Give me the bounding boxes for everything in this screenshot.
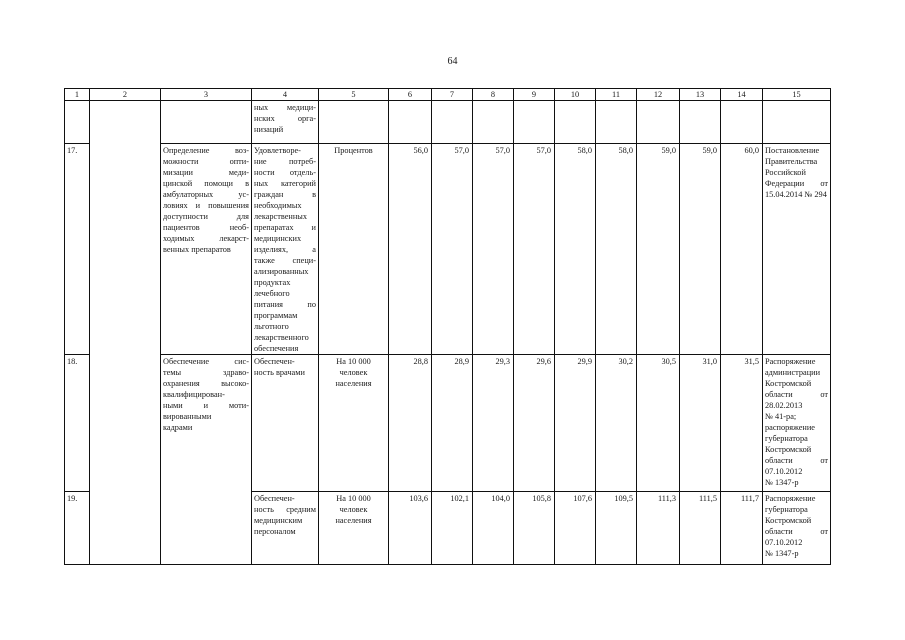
text-line: ных медици- xyxy=(254,103,316,112)
text-line: № 1347-р xyxy=(765,549,799,558)
header-cell: 8 xyxy=(473,89,514,101)
text-line: льготного xyxy=(254,322,289,331)
table-cell xyxy=(90,101,161,144)
value-cell: 30,5 xyxy=(637,355,680,492)
text-line: охранения высоко- xyxy=(163,379,249,388)
table-cell xyxy=(637,101,680,144)
text-line: Костромской xyxy=(765,379,812,388)
text-line: цинской помощи в xyxy=(163,179,249,188)
text-line: можности опти- xyxy=(163,157,249,166)
text-line: губернатора xyxy=(765,434,808,443)
value-cell: 59,0 xyxy=(680,144,721,355)
text-line: 07.10.2012 xyxy=(765,538,803,547)
text-line: населения xyxy=(335,516,372,525)
text-line: На 10 000 xyxy=(336,494,371,503)
value-cell: 29,6 xyxy=(514,355,555,492)
table-row xyxy=(65,355,831,492)
text-line: ными и моти- xyxy=(163,401,249,410)
table-cell xyxy=(389,101,432,144)
value-cell: 57,0 xyxy=(514,144,555,355)
text-line: Процентов xyxy=(334,146,373,155)
goal-cell xyxy=(161,144,252,355)
text-line: пациентов необ- xyxy=(163,223,249,232)
row-number: 17. xyxy=(65,144,90,355)
value-cell: 31,5 xyxy=(721,355,763,492)
text-line: препаратах и xyxy=(254,223,316,232)
text-line: области от xyxy=(765,390,828,399)
value-cell: 111,3 xyxy=(637,492,680,565)
unit-cell xyxy=(319,144,389,355)
table-cell xyxy=(90,355,161,492)
text-line: области от xyxy=(765,456,828,465)
text-line: ности отдель- xyxy=(254,168,316,177)
value-cell: 103,6 xyxy=(389,492,432,565)
text-line: медицинским xyxy=(254,516,303,525)
header-cell: 13 xyxy=(680,89,721,101)
text-line: области от xyxy=(765,527,828,536)
value-cell: 29,9 xyxy=(555,355,596,492)
table-cell xyxy=(763,101,831,144)
text-line: нских орга- xyxy=(254,114,316,123)
header-cell: 4 xyxy=(252,89,319,101)
text-line: венных препаратов xyxy=(163,245,231,254)
header-cell: 3 xyxy=(161,89,252,101)
table-cell xyxy=(65,101,90,144)
table-cell xyxy=(161,101,252,144)
header-cell: 10 xyxy=(555,89,596,101)
value-cell: 58,0 xyxy=(555,144,596,355)
indicator-cell xyxy=(252,355,319,492)
text-line: ность средним xyxy=(254,505,316,514)
unit-cell xyxy=(319,492,389,565)
source-cell xyxy=(763,492,831,565)
value-cell: 28,9 xyxy=(432,355,473,492)
text-line: населения xyxy=(335,379,372,388)
unit-cell xyxy=(319,355,389,492)
text-line: медицинских xyxy=(254,234,302,243)
text-line: Удовлетворе- xyxy=(254,146,301,155)
goal-cell xyxy=(161,492,252,565)
text-line: обеспечения xyxy=(254,344,299,353)
source-cell xyxy=(763,355,831,492)
table-cell xyxy=(680,101,721,144)
value-cell: 57,0 xyxy=(473,144,514,355)
value-cell: 57,0 xyxy=(432,144,473,355)
value-cell: 29,3 xyxy=(473,355,514,492)
text-line: Федерации от xyxy=(765,179,828,188)
text-line: администрации xyxy=(765,368,821,377)
value-cell: 109,5 xyxy=(596,492,637,565)
text-line: Правительства xyxy=(765,157,818,166)
indicator-cell xyxy=(252,144,319,355)
text-line: квалифицирован- xyxy=(163,390,225,399)
text-line: также специ- xyxy=(254,256,316,265)
header-cell: 11 xyxy=(596,89,637,101)
value-cell: 104,0 xyxy=(473,492,514,565)
table-cell xyxy=(90,492,161,565)
text-line: человек xyxy=(339,505,368,514)
header-cell: 15 xyxy=(763,89,831,101)
header-row xyxy=(65,89,831,101)
text-line: темы здраво- xyxy=(163,368,249,377)
table-cell xyxy=(721,101,763,144)
header-cell: 1 xyxy=(65,89,90,101)
text-line: вированными xyxy=(163,412,212,421)
text-line: Распоряжение xyxy=(765,494,816,503)
table-cell xyxy=(319,101,389,144)
value-cell: 28,8 xyxy=(389,355,432,492)
text-line: Обеспечение сис- xyxy=(163,357,249,366)
text-line: № 41-ра; xyxy=(765,412,797,421)
table-cell xyxy=(596,101,637,144)
value-cell: 31,0 xyxy=(680,355,721,492)
text-line: Определение воз- xyxy=(163,146,249,155)
header-cell: 12 xyxy=(637,89,680,101)
text-line: Российской xyxy=(765,168,806,177)
text-line: На 10 000 xyxy=(336,357,371,366)
text-line: 07.10.2012 xyxy=(765,467,803,476)
table-row xyxy=(65,492,831,565)
header-cell: 7 xyxy=(432,89,473,101)
row-number: 19. xyxy=(65,492,90,565)
text-line: низаций xyxy=(254,125,284,134)
table-cell xyxy=(514,101,555,144)
text-line: ализированных xyxy=(254,267,309,276)
text-line: губернатора xyxy=(765,505,808,514)
table-cell xyxy=(90,144,161,355)
page-number: 64 xyxy=(447,56,458,67)
indicator-cell xyxy=(252,492,319,565)
goal-cell xyxy=(161,355,252,492)
text-line: персоналом xyxy=(254,527,296,536)
text-line: ных категорий xyxy=(254,179,316,188)
text-line: лечебного xyxy=(254,289,290,298)
text-line: Костромской xyxy=(765,516,812,525)
text-line: необходимых xyxy=(254,201,302,210)
text-line: ность врачами xyxy=(254,368,305,377)
text-line: ловиях и повышения xyxy=(163,201,249,210)
text-line: № 1347-р xyxy=(765,478,799,487)
table-cell xyxy=(432,101,473,144)
value-cell: 111,5 xyxy=(680,492,721,565)
text-line: ходимых лекарст- xyxy=(163,234,249,243)
value-cell: 105,8 xyxy=(514,492,555,565)
text-line: 28.02.2013 xyxy=(765,401,803,410)
text-line: лекарственных xyxy=(254,212,308,221)
text-line: лекарственного xyxy=(254,333,309,342)
value-cell: 102,1 xyxy=(432,492,473,565)
text-line: мизации меди- xyxy=(163,168,249,177)
text-line: Костромской xyxy=(765,445,812,454)
text-line: Постановление xyxy=(765,146,820,155)
value-cell: 60,0 xyxy=(721,144,763,355)
header-cell: 14 xyxy=(721,89,763,101)
header-cell: 2 xyxy=(90,89,161,101)
header-cell: 9 xyxy=(514,89,555,101)
header-cell: 6 xyxy=(389,89,432,101)
text-line: граждан в xyxy=(254,190,316,199)
table-cell xyxy=(473,101,514,144)
text-line: питания по xyxy=(254,300,316,309)
table-row xyxy=(65,144,831,355)
text-line: Обеспечен- xyxy=(254,494,295,503)
source-cell xyxy=(763,144,831,355)
value-cell: 59,0 xyxy=(637,144,680,355)
value-cell: 107,6 xyxy=(555,492,596,565)
text-line: кадрами xyxy=(163,423,193,432)
text-line: 15.04.2014 № 294 xyxy=(765,190,827,199)
header-cell: 5 xyxy=(319,89,389,101)
text-line: амбулаторных ус- xyxy=(163,190,249,199)
value-cell: 56,0 xyxy=(389,144,432,355)
continuation-row xyxy=(65,101,831,144)
value-cell: 111,7 xyxy=(721,492,763,565)
text-line: изделиях, а xyxy=(254,245,316,254)
indicators-table xyxy=(64,88,831,565)
text-line: распоряжение xyxy=(765,423,815,432)
text-line: программам xyxy=(254,311,298,320)
text-line: продуктах xyxy=(254,278,291,287)
text-line: человек xyxy=(339,368,368,377)
value-cell: 58,0 xyxy=(596,144,637,355)
continuation-indicator-cell xyxy=(252,101,319,144)
row-number: 18. xyxy=(65,355,90,492)
value-cell: 30,2 xyxy=(596,355,637,492)
text-line: ние потреб- xyxy=(254,157,316,166)
table-cell xyxy=(555,101,596,144)
text-line: Распоряжение xyxy=(765,357,816,366)
text-line: Обеспечен- xyxy=(254,357,295,366)
text-line: доступности для xyxy=(163,212,249,221)
